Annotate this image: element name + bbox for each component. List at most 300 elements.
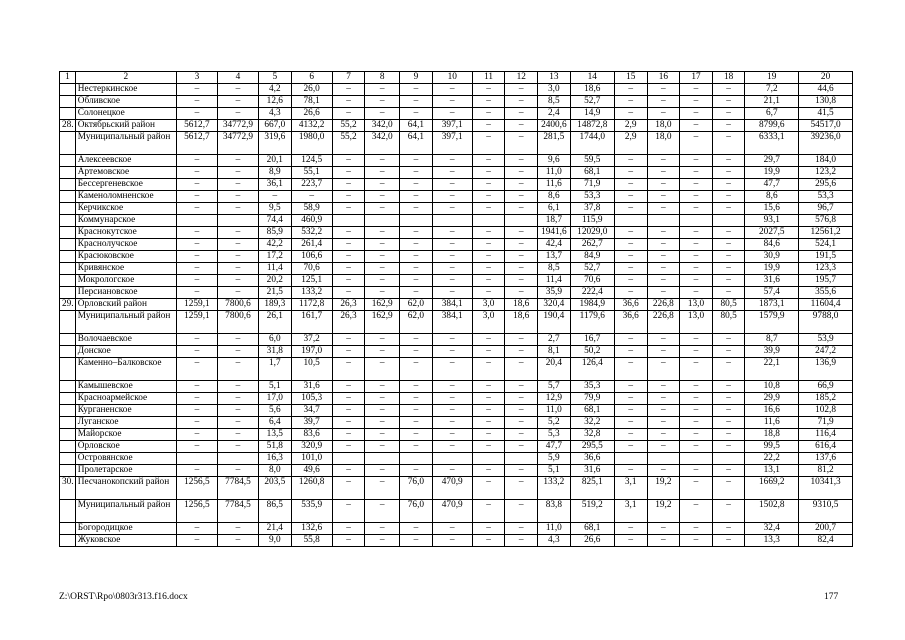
value-cell: –	[505, 275, 538, 287]
value-cell: –	[400, 417, 433, 429]
value-cell: –	[400, 381, 433, 393]
value-cell: –	[432, 155, 472, 167]
table-header	[60, 72, 853, 84]
value-cell: –	[505, 84, 538, 96]
value-cell: –	[614, 334, 647, 346]
value-cell: –	[614, 346, 647, 358]
territory-name-cell: Персиановское	[75, 287, 176, 299]
value-cell: 11,6	[745, 417, 799, 429]
row-index-cell	[60, 465, 76, 477]
territory-name-cell: Донское	[75, 346, 176, 358]
value-cell: –	[176, 108, 217, 120]
value-cell: –	[176, 239, 217, 251]
value-cell: 10,8	[745, 381, 799, 393]
value-cell: 3,0	[472, 299, 505, 311]
value-cell: –	[647, 523, 680, 535]
value-cell	[365, 215, 400, 227]
value-cell: 35,9	[538, 287, 571, 299]
value-cell: –	[432, 535, 472, 547]
value-cell: 21,1	[745, 96, 799, 108]
value-cell: 26,0	[291, 84, 332, 96]
value-cell: 53,3	[799, 191, 853, 203]
value-cell	[332, 215, 365, 227]
column-number: 3	[176, 72, 217, 84]
column-number: 10	[432, 72, 472, 84]
value-cell: 52,7	[570, 263, 614, 275]
value-cell: –	[712, 191, 745, 203]
value-cell: –	[365, 84, 400, 96]
value-cell: 295,6	[799, 179, 853, 191]
value-cell: 47,7	[745, 179, 799, 191]
value-cell: –	[400, 251, 433, 263]
value-cell: 68,1	[570, 167, 614, 179]
value-cell: –	[217, 275, 258, 287]
value-cell: –	[332, 203, 365, 215]
value-cell: 8,1	[538, 346, 571, 358]
value-cell: 125,1	[291, 275, 332, 287]
value-cell: –	[647, 441, 680, 453]
value-cell: 42,4	[538, 239, 571, 251]
value-cell: 116,4	[799, 429, 853, 441]
value-cell: 11,0	[538, 167, 571, 179]
value-cell: 132,6	[291, 523, 332, 535]
column-number: 1	[60, 72, 76, 84]
value-cell: –	[712, 227, 745, 239]
value-cell: –	[217, 203, 258, 215]
value-cell: –	[432, 405, 472, 417]
value-cell: 42,2	[259, 239, 292, 251]
value-cell: –	[332, 334, 365, 346]
table-row	[60, 453, 853, 465]
row-index-cell	[60, 167, 76, 179]
value-cell: –	[614, 155, 647, 167]
value-cell: –	[647, 203, 680, 215]
value-cell: 576,8	[799, 215, 853, 227]
row-index-cell	[60, 453, 76, 465]
value-cell: –	[176, 429, 217, 441]
value-cell: –	[400, 191, 433, 203]
value-cell: 281,5	[538, 132, 571, 155]
value-cell: –	[432, 523, 472, 535]
value-cell: –	[432, 167, 472, 179]
value-cell: 342,0	[365, 120, 400, 132]
value-cell: 11,6	[538, 179, 571, 191]
value-cell: –	[614, 263, 647, 275]
value-cell: –	[472, 346, 505, 358]
table-row	[60, 275, 853, 287]
value-cell: –	[176, 251, 217, 263]
value-cell: –	[505, 393, 538, 405]
value-cell: –	[400, 393, 433, 405]
value-cell: –	[712, 251, 745, 263]
value-cell: –	[472, 239, 505, 251]
value-cell: 39,7	[291, 417, 332, 429]
table-body	[60, 84, 853, 547]
value-cell: 37,2	[291, 334, 332, 346]
table-row	[60, 477, 853, 500]
value-cell: 12,6	[259, 96, 292, 108]
value-cell: 355,6	[799, 287, 853, 299]
value-cell: 16,3	[259, 453, 292, 465]
row-index-cell	[60, 96, 76, 108]
row-index-cell	[60, 393, 76, 405]
value-cell: 49,6	[291, 465, 332, 477]
value-cell	[472, 215, 505, 227]
value-cell: –	[176, 203, 217, 215]
value-cell: 5612,7	[176, 132, 217, 155]
value-cell: –	[680, 155, 713, 167]
value-cell: –	[712, 203, 745, 215]
value-cell: 13,5	[259, 429, 292, 441]
value-cell: –	[647, 227, 680, 239]
value-cell: –	[680, 132, 713, 155]
value-cell: –	[365, 429, 400, 441]
table-row	[60, 84, 853, 96]
value-cell: –	[217, 287, 258, 299]
value-cell: 8,6	[745, 191, 799, 203]
value-cell: –	[647, 167, 680, 179]
value-cell: 18,0	[647, 120, 680, 132]
table-row	[60, 381, 853, 393]
value-cell: –	[614, 405, 647, 417]
table-row	[60, 393, 853, 405]
value-cell: 1179,6	[570, 311, 614, 334]
value-cell: –	[217, 239, 258, 251]
value-cell: 12561,2	[799, 227, 853, 239]
table-row	[60, 334, 853, 346]
value-cell: –	[472, 405, 505, 417]
value-cell: –	[712, 334, 745, 346]
row-index-cell	[60, 179, 76, 191]
value-cell: 1744,0	[570, 132, 614, 155]
value-cell: 6,4	[259, 417, 292, 429]
column-number: 5	[259, 72, 292, 84]
value-cell: 1941,6	[538, 227, 571, 239]
value-cell: 189,3	[259, 299, 292, 311]
value-cell: –	[472, 120, 505, 132]
territory-name-cell: Керчикское	[75, 203, 176, 215]
value-cell: –	[365, 381, 400, 393]
value-cell: 2,9	[614, 132, 647, 155]
row-index-cell	[60, 155, 76, 167]
value-cell: –	[332, 84, 365, 96]
value-cell: –	[614, 465, 647, 477]
value-cell: 7784,5	[217, 500, 258, 523]
value-cell: –	[712, 108, 745, 120]
value-cell: –	[176, 441, 217, 453]
value-cell: 5,3	[538, 429, 571, 441]
value-cell	[712, 215, 745, 227]
value-cell: –	[472, 263, 505, 275]
value-cell: –	[365, 239, 400, 251]
value-cell: –	[176, 287, 217, 299]
value-cell: –	[217, 381, 258, 393]
column-number: 14	[570, 72, 614, 84]
value-cell: 319,6	[259, 132, 292, 155]
table-row	[60, 523, 853, 535]
table-row	[60, 535, 853, 547]
value-cell: 36,6	[570, 453, 614, 465]
value-cell: –	[365, 263, 400, 275]
value-cell: –	[332, 500, 365, 523]
value-cell: 39,9	[745, 346, 799, 358]
value-cell: 397,1	[432, 120, 472, 132]
value-cell: –	[647, 239, 680, 251]
row-index-cell	[60, 287, 76, 299]
value-cell: 1579,9	[745, 311, 799, 334]
value-cell: 81,2	[799, 465, 853, 477]
value-cell: 320,4	[538, 299, 571, 311]
value-cell: 36,6	[614, 311, 647, 334]
value-cell: –	[365, 203, 400, 215]
value-cell: 667,0	[259, 120, 292, 132]
row-index-cell	[60, 535, 76, 547]
value-cell: 31,8	[259, 346, 292, 358]
territory-name-cell: Пролетарское	[75, 465, 176, 477]
value-cell: –	[400, 535, 433, 547]
value-cell: –	[432, 263, 472, 275]
value-cell: –	[472, 275, 505, 287]
value-cell: –	[365, 393, 400, 405]
value-cell: –	[291, 191, 332, 203]
value-cell: 19,2	[647, 500, 680, 523]
table-row	[60, 96, 853, 108]
value-cell: 133,2	[538, 477, 571, 500]
value-cell: –	[647, 465, 680, 477]
value-cell: –	[400, 346, 433, 358]
value-cell: –	[432, 275, 472, 287]
row-index-cell	[60, 215, 76, 227]
row-index-cell	[60, 381, 76, 393]
table-row	[60, 263, 853, 275]
value-cell: –	[365, 108, 400, 120]
value-cell: 11,4	[538, 275, 571, 287]
value-cell: 397,1	[432, 132, 472, 155]
value-cell: –	[712, 417, 745, 429]
value-cell: –	[680, 96, 713, 108]
value-cell: –	[614, 441, 647, 453]
value-cell: 2,9	[614, 120, 647, 132]
value-cell: 11,0	[538, 405, 571, 417]
value-cell: 10341,3	[799, 477, 853, 500]
value-cell: –	[365, 405, 400, 417]
value-cell: –	[472, 465, 505, 477]
value-cell: –	[614, 275, 647, 287]
value-cell: –	[217, 263, 258, 275]
value-cell: –	[680, 84, 713, 96]
footer-file-path: Z:\ORST\Rpo\0803r313.f16.docx	[59, 592, 188, 602]
table-row	[60, 441, 853, 453]
value-cell: –	[614, 179, 647, 191]
value-cell: –	[505, 167, 538, 179]
value-cell: 53,9	[799, 334, 853, 346]
value-cell: 37,8	[570, 203, 614, 215]
table-row	[60, 239, 853, 251]
territory-name-cell: Солонецкое	[75, 108, 176, 120]
value-cell: –	[217, 417, 258, 429]
value-cell: –	[217, 429, 258, 441]
value-cell: –	[400, 263, 433, 275]
value-cell: –	[647, 287, 680, 299]
value-cell: –	[217, 334, 258, 346]
value-cell: 58,9	[291, 203, 332, 215]
value-cell: 29,7	[745, 155, 799, 167]
value-cell: –	[432, 203, 472, 215]
value-cell: –	[680, 381, 713, 393]
value-cell: –	[680, 239, 713, 251]
value-cell: –	[712, 535, 745, 547]
table-row	[60, 108, 853, 120]
value-cell: –	[505, 239, 538, 251]
value-cell: –	[332, 263, 365, 275]
territory-name-cell: Артемовское	[75, 167, 176, 179]
value-cell: 7784,5	[217, 477, 258, 500]
value-cell: –	[365, 155, 400, 167]
value-cell: –	[614, 393, 647, 405]
value-cell: 8,6	[538, 191, 571, 203]
value-cell: –	[365, 287, 400, 299]
territory-name-cell: Майорское	[75, 429, 176, 441]
value-cell: –	[365, 523, 400, 535]
value-cell: –	[505, 358, 538, 381]
value-cell: –	[365, 477, 400, 500]
value-cell: –	[400, 465, 433, 477]
territory-name-cell: Каменоломненское	[75, 191, 176, 203]
value-cell: 185,2	[799, 393, 853, 405]
value-cell: –	[176, 179, 217, 191]
value-cell: 32,8	[570, 429, 614, 441]
value-cell: 191,5	[799, 251, 853, 263]
value-cell: –	[680, 251, 713, 263]
territory-name-cell: Бессергеневское	[75, 179, 176, 191]
row-index-cell	[60, 311, 76, 334]
value-cell: –	[332, 405, 365, 417]
value-cell: 1259,1	[176, 299, 217, 311]
value-cell: 83,6	[291, 429, 332, 441]
value-cell	[614, 453, 647, 465]
value-cell: –	[505, 263, 538, 275]
value-cell: 115,9	[570, 215, 614, 227]
value-cell: –	[432, 179, 472, 191]
value-cell: 203,5	[259, 477, 292, 500]
value-cell: –	[647, 346, 680, 358]
value-cell: 8,0	[259, 465, 292, 477]
value-cell: 3,1	[614, 477, 647, 500]
value-cell: –	[400, 227, 433, 239]
value-cell: 96,7	[799, 203, 853, 215]
table-row	[60, 311, 853, 334]
value-cell: 6333,1	[745, 132, 799, 155]
table-row	[60, 215, 853, 227]
value-cell: –	[332, 155, 365, 167]
value-cell: 11,0	[538, 523, 571, 535]
value-cell: –	[712, 346, 745, 358]
territory-name-cell: Красюковское	[75, 251, 176, 263]
column-number: 17	[680, 72, 713, 84]
value-cell: –	[712, 358, 745, 381]
value-cell: 16,7	[570, 334, 614, 346]
row-index-cell	[60, 334, 76, 346]
value-cell: –	[365, 535, 400, 547]
value-cell: –	[400, 239, 433, 251]
value-cell: –	[647, 535, 680, 547]
value-cell: –	[332, 381, 365, 393]
value-cell: –	[647, 358, 680, 381]
value-cell: 825,1	[570, 477, 614, 500]
value-cell: 34772,9	[217, 132, 258, 155]
value-cell: 71,9	[570, 179, 614, 191]
value-cell: 3,0	[472, 311, 505, 334]
value-cell: –	[647, 251, 680, 263]
value-cell: 19,9	[745, 263, 799, 275]
value-cell	[712, 453, 745, 465]
value-cell: 2,7	[538, 334, 571, 346]
value-cell: –	[400, 155, 433, 167]
value-cell: –	[176, 417, 217, 429]
value-cell: –	[472, 191, 505, 203]
value-cell: –	[432, 465, 472, 477]
value-cell: –	[614, 191, 647, 203]
value-cell: –	[505, 155, 538, 167]
value-cell: 1984,9	[570, 299, 614, 311]
value-cell: 7800,6	[217, 311, 258, 334]
table-row	[60, 405, 853, 417]
value-cell: –	[505, 381, 538, 393]
value-cell: –	[332, 96, 365, 108]
value-cell: –	[217, 358, 258, 381]
value-cell: –	[680, 405, 713, 417]
row-index-cell	[60, 108, 76, 120]
territory-name-cell: Краснокутское	[75, 227, 176, 239]
territory-name-cell: Кривянское	[75, 263, 176, 275]
column-number: 7	[332, 72, 365, 84]
value-cell: –	[400, 523, 433, 535]
value-cell: 18,0	[647, 132, 680, 155]
value-cell: –	[505, 465, 538, 477]
value-cell: 13,0	[680, 311, 713, 334]
table-row	[60, 346, 853, 358]
value-cell: 123,3	[799, 263, 853, 275]
value-cell: –	[712, 500, 745, 523]
column-number: 12	[505, 72, 538, 84]
value-cell: –	[680, 203, 713, 215]
territory-name-cell: Нестеркинское	[75, 84, 176, 96]
value-cell: –	[332, 251, 365, 263]
value-cell: –	[472, 132, 505, 155]
value-cell: –	[472, 179, 505, 191]
value-cell: 130,8	[799, 96, 853, 108]
value-cell	[505, 215, 538, 227]
row-index-cell	[60, 417, 76, 429]
value-cell: –	[176, 346, 217, 358]
column-number: 11	[472, 72, 505, 84]
value-cell: –	[432, 251, 472, 263]
value-cell: –	[505, 405, 538, 417]
territory-name-cell: Муниципальный район	[75, 132, 176, 155]
value-cell: 2,4	[538, 108, 571, 120]
table-row	[60, 227, 853, 239]
value-cell: –	[400, 96, 433, 108]
value-cell: 5,1	[538, 465, 571, 477]
value-cell: –	[217, 535, 258, 547]
value-cell: –	[680, 441, 713, 453]
value-cell: 85,9	[259, 227, 292, 239]
value-cell: 5,9	[538, 453, 571, 465]
value-cell: 50,2	[570, 346, 614, 358]
value-cell: 62,0	[400, 299, 433, 311]
territory-name-cell: Островянское	[75, 453, 176, 465]
value-cell: –	[217, 465, 258, 477]
